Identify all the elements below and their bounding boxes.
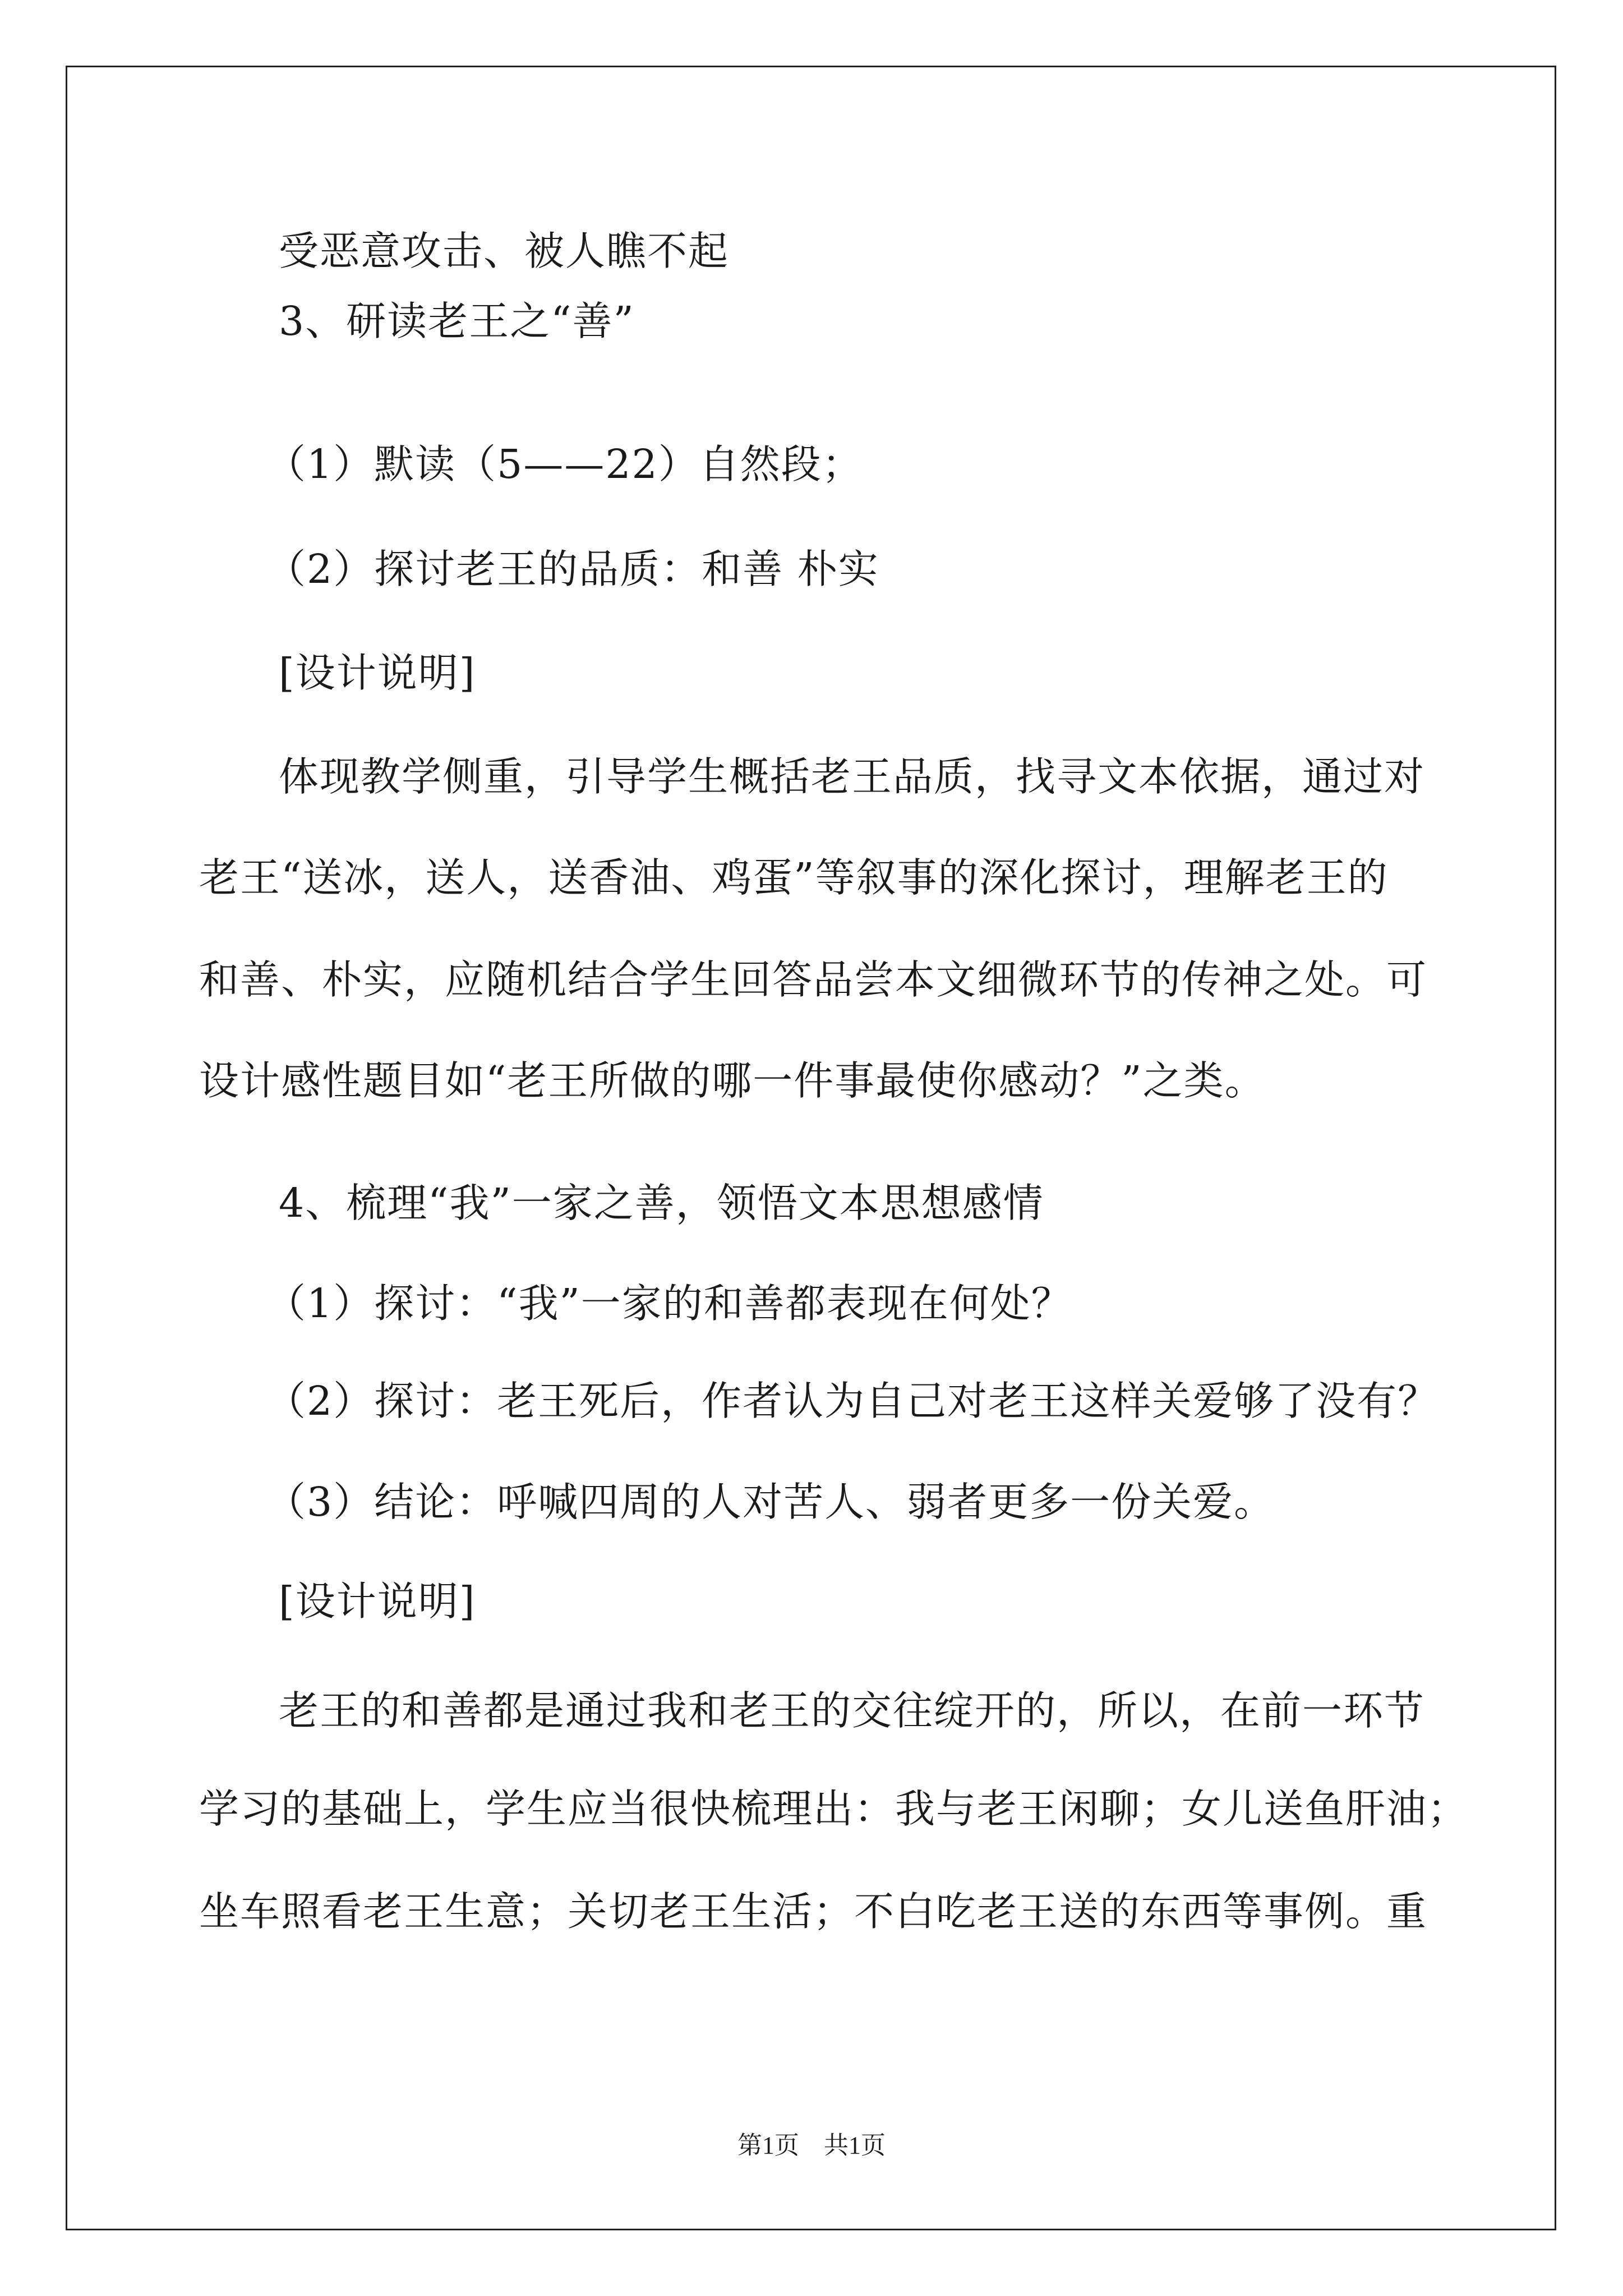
text-line: （1）探讨：“我”一家的和善都表现在何处？ (266, 1280, 1072, 1327)
design-note-label: [设计说明] (279, 650, 476, 696)
section-heading: 4、梳理“我”一家之善，领悟文本思想感情 (279, 1180, 1044, 1226)
paragraph-line: 学习的基础上，学生应当很快梳理出：我与老王闲聊；女儿送鱼肝油； (199, 1786, 1469, 1832)
text-line: 受恶意攻击、被人瞧不起 (279, 228, 730, 274)
text-line: （2）探讨老王的品质：和善 朴实 (266, 546, 879, 592)
paragraph-line: 和善、朴实，应随机结合学生回答品尝本文细微环节的传神之处。可 (199, 956, 1428, 1003)
design-note-label: [设计说明] (279, 1578, 476, 1625)
section-heading: 3、研读老王之“善” (279, 298, 635, 344)
page-footer: 第1页 共1页 (737, 2132, 886, 2159)
paragraph-line: 设计感性题目如“老王所做的哪一件事最使你感动？”之类。 (199, 1057, 1266, 1104)
paragraph-line: 老王“送冰，送人，送香油、鸡蛋”等叙事的深化探讨，理解老王的 (199, 854, 1389, 901)
text-line: （2）探讨：老王死后，作者认为自己对老王这样关爱够了没有？ (266, 1378, 1439, 1424)
paragraph-line: 体现教学侧重，引导学生概括老王品质，找寻文本依据，通过对 (279, 753, 1426, 800)
text-line: （1）默读（5——22）自然段； (266, 441, 863, 487)
paragraph-line: 老王的和善都是通过我和老王的交往绽开的，所以，在前一环节 (279, 1687, 1426, 1734)
paragraph-line: 坐车照看老王生意；关切老王生活；不白吃老王送的东西等事例。重 (199, 1888, 1428, 1935)
text-line: （3）结论：呼喊四周的人对苦人、弱者更多一份关爱。 (266, 1479, 1275, 1525)
